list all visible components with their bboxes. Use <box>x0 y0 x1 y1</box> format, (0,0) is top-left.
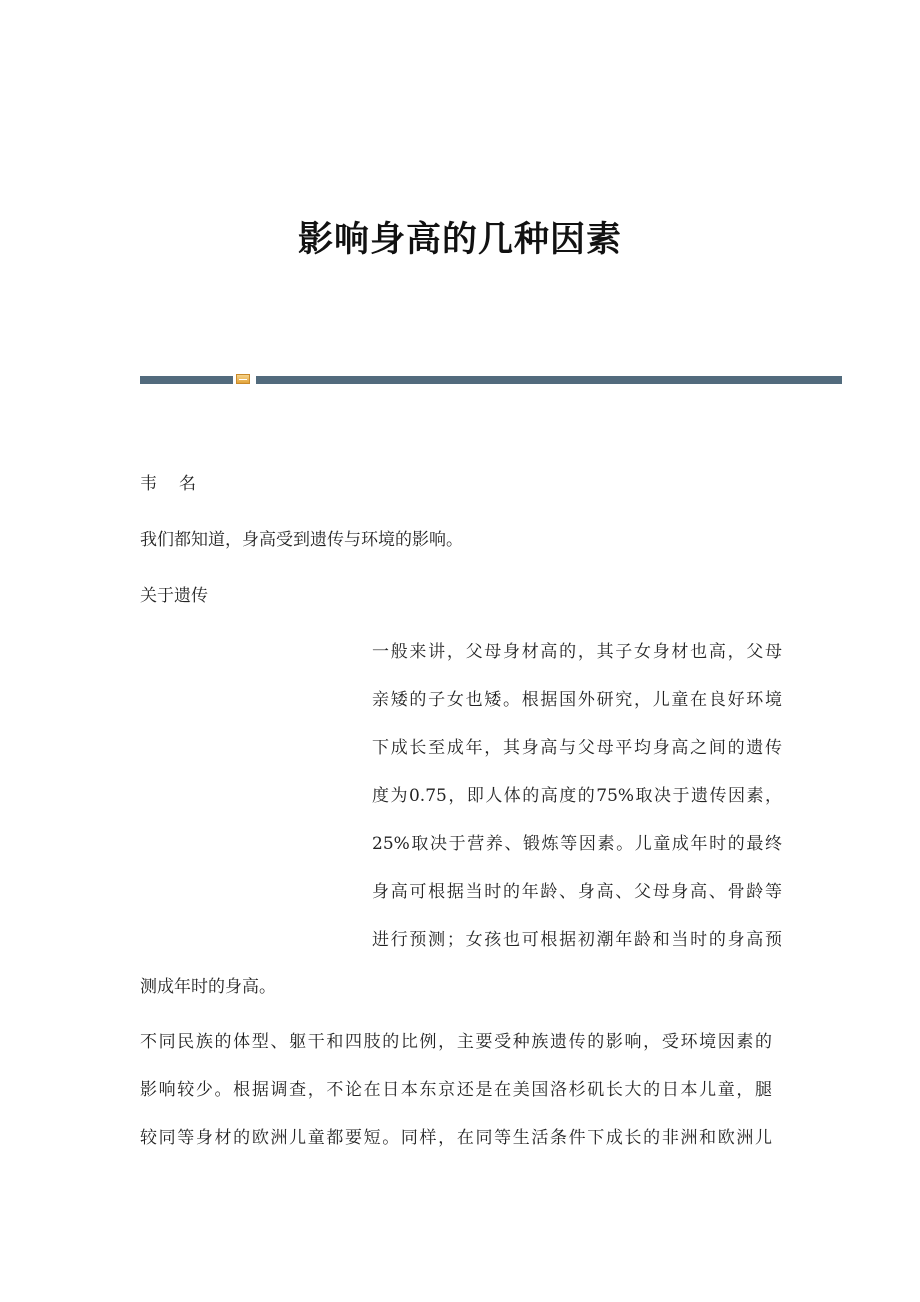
paragraph-2 <box>140 1030 772 1174</box>
text-line: 下成长至成年，其身高与父母平均身高之间的遗传 <box>372 738 782 758</box>
intro-paragraph: 我们都知道，身高受到遗传与环境的影响。 <box>140 530 463 550</box>
paragraph-tail-line: 测成年时的身高。 <box>140 977 276 997</box>
text-line: 亲矮的子女也矮。根据国外研究，儿童在良好环境 <box>372 690 782 710</box>
text-line: 较同等身材的欧洲儿童都要短。同样，在同等生活条件下成长的非洲和欧洲儿 <box>140 1128 772 1148</box>
text-line: 度为0.75，即人体的高度的75%取决于遗传因素， <box>372 786 782 806</box>
text-line: 影响较少。根据调查，不论在日本东京还是在美国洛杉矶长大的日本儿童，腿 <box>140 1080 772 1100</box>
indented-paragraph <box>372 640 782 976</box>
text-line: 不同民族的体型、躯干和四肢的比例，主要受种族遗传的影响，受环境因素的 <box>140 1032 772 1052</box>
author-name: 韦名 <box>140 474 218 494</box>
title-divider <box>140 374 842 384</box>
text-line: 25%取决于营养、锻炼等因素。儿童成年时的最终 <box>372 834 782 854</box>
text-line: 身高可根据当时的年龄、身高、父母身高、骨龄等 <box>372 882 782 902</box>
divider-bar-left <box>140 376 233 384</box>
divider-ornament-icon <box>236 374 250 384</box>
text-line: 进行预测；女孩也可根据初潮年龄和当时的身高预 <box>372 930 782 950</box>
page-title: 影响身高的几种因素 <box>297 219 622 260</box>
text-line: 一般来讲，父母身材高的，其子女身材也高，父母 <box>372 642 782 662</box>
divider-bar-right <box>256 376 842 384</box>
section-heading: 关于遗传 <box>140 586 208 606</box>
